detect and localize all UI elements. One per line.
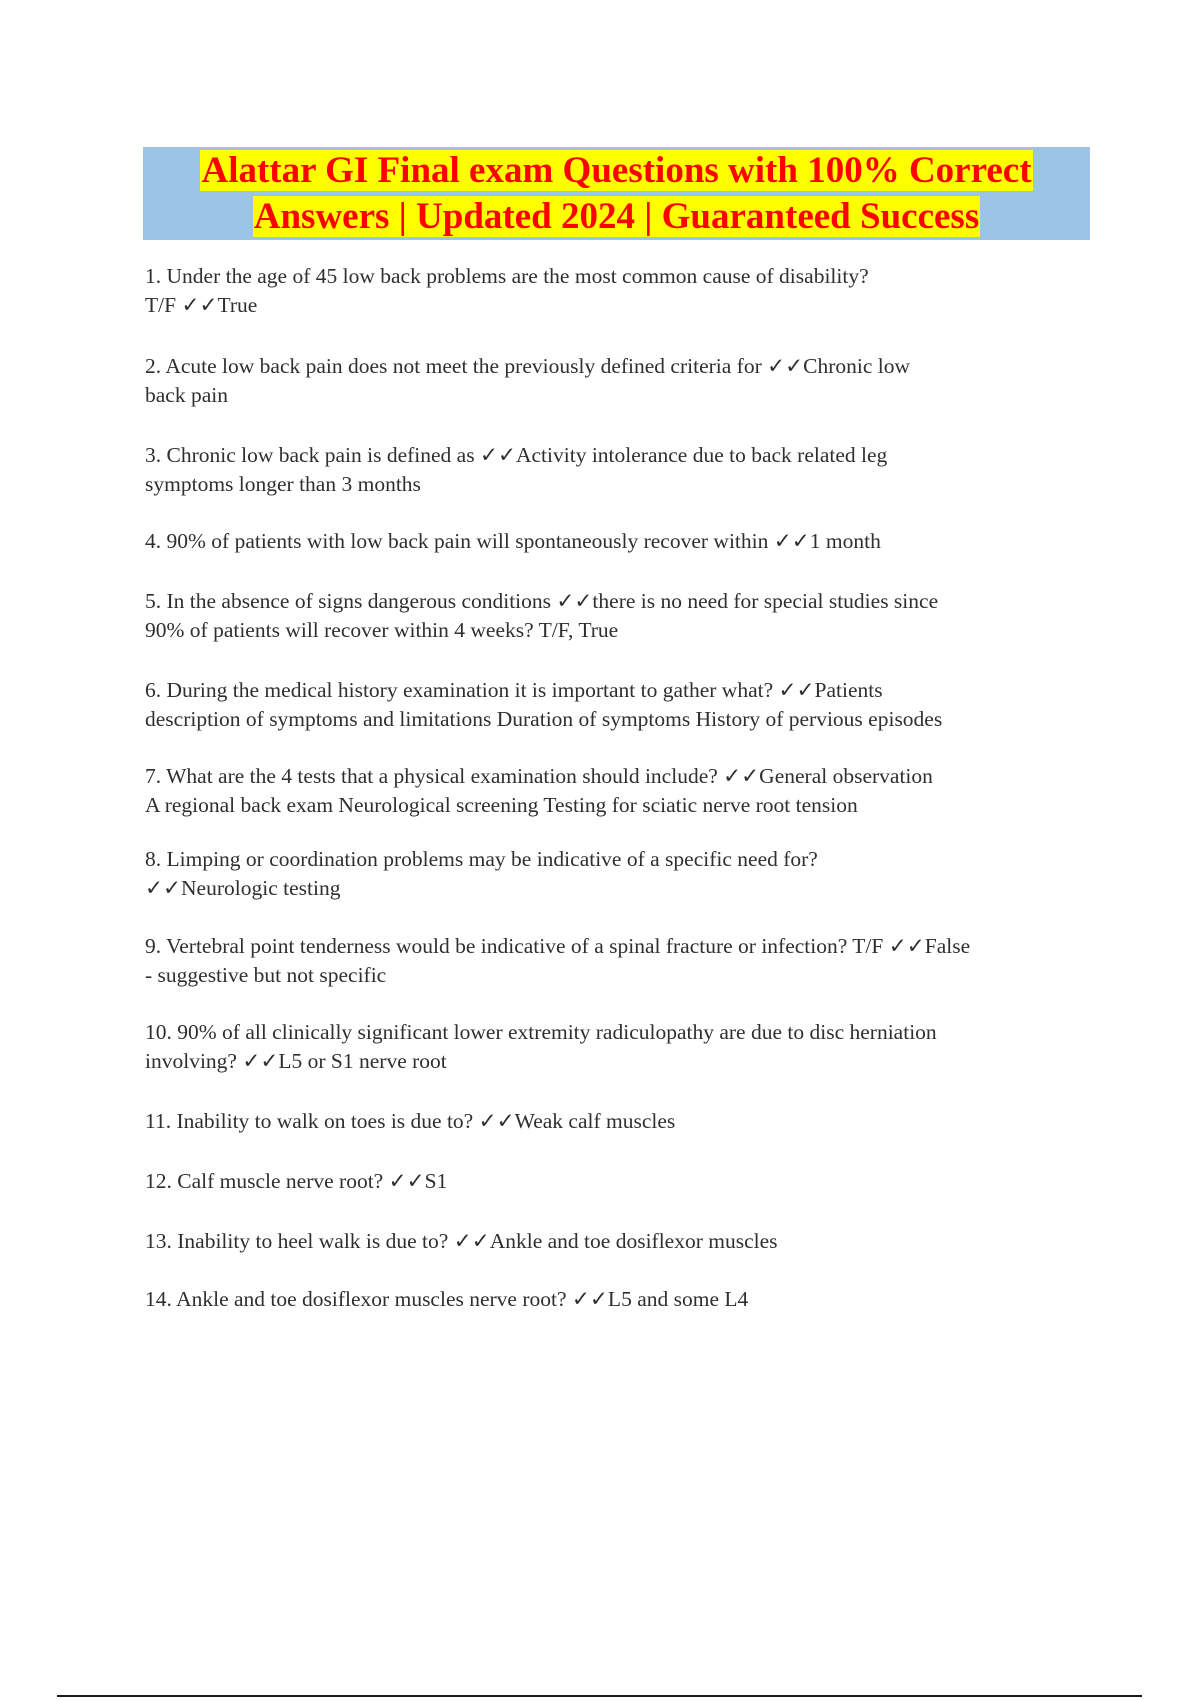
qa-item-2: 2. Acute low back pain does not meet the previously defined criteria for ✓✓Chronic low back pain	[145, 354, 911, 407]
page-bottom-rule	[57, 1695, 1142, 1697]
qa-item-8: 8. Limping or coordination problems may be indicative of a specific need for? ✓✓Neurologic testing	[145, 847, 818, 900]
qa-item-3: 3. Chronic low back pain is defined as ✓✓Activity intolerance due to back related leg symptoms longer than 3 months	[145, 443, 888, 496]
qa-item-7: 7. What are the 4 tests that a physical examination should include? ✓✓General observation A regional back exam Neurological screening Testing for sciatic nerve root tension	[145, 764, 933, 817]
title-banner	[143, 147, 1090, 240]
qa-item-1: 1. Under the age of 45 low back problems are the most common cause of disability? T/F ✓✓True	[145, 264, 869, 317]
qa-item-5: 5. In the absence of signs dangerous conditions ✓✓there is no need for special studies since 90% of patients will recover within 4 weeks? T/F, True	[145, 589, 939, 642]
title-line-1	[200, 148, 1032, 194]
question-answer-list	[145, 262, 1085, 1314]
qa-item-11: 11. Inability to walk on toes is due to? ✓✓Weak calf muscles	[145, 1109, 676, 1133]
title-text-1: Alattar GI Final exam Questions with 100% Correct	[201, 149, 1032, 191]
qa-item-13: 13. Inability to heel walk is due to? ✓✓Ankle and toe dosiflexor muscles	[145, 1229, 778, 1253]
title-line-2	[253, 194, 980, 240]
qa-item-12: 12. Calf muscle nerve root? ✓✓S1	[145, 1169, 448, 1193]
qa-item-10: 10. 90% of all clinically significant lower extremity radiculopathy are due to disc herniation involving? ✓✓L5 or S1 nerve root	[145, 1020, 937, 1073]
title-text-2: Answers | Updated 2024 | Guaranteed Success	[253, 195, 980, 237]
qa-item-6: 6. During the medical history examination it is important to gather what? ✓✓Patients description of symptoms and limitations Duration of symptoms History of pervious episodes	[145, 678, 943, 731]
qa-item-14: 14. Ankle and toe dosiflexor muscles nerve root? ✓✓L5 and some L4	[145, 1287, 749, 1311]
qa-item-4: 4. 90% of patients with low back pain will spontaneously recover within ✓✓1 month	[145, 529, 881, 553]
qa-item-9: 9. Vertebral point tenderness would be indicative of a spinal fracture or infection? T/F ✓✓False - suggestive but not specific	[145, 934, 971, 987]
